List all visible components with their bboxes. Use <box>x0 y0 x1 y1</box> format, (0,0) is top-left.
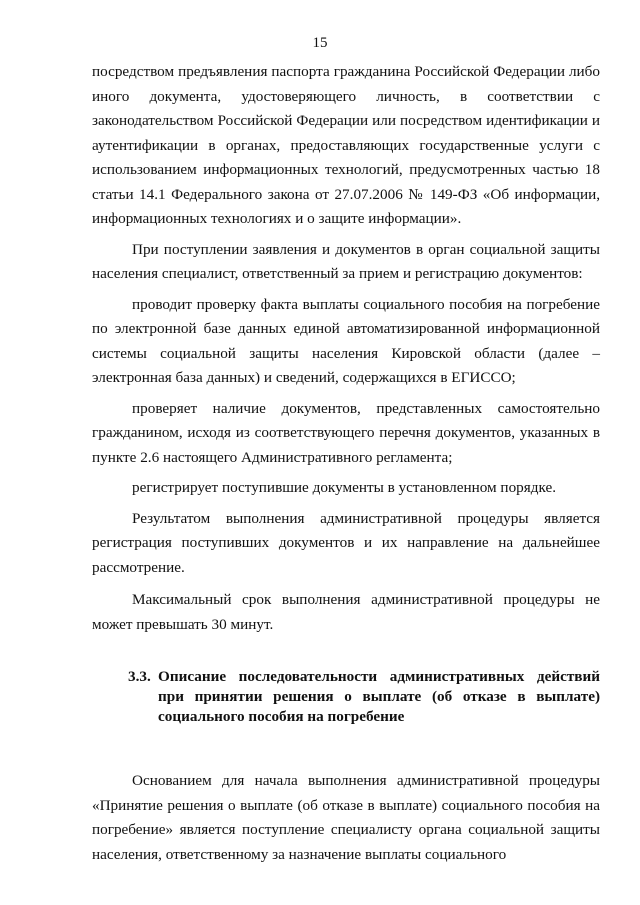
section-number: 3.3. <box>128 668 151 685</box>
paragraph-specialist-intro: При поступлении заявления и документов в орган социальной защиты населения специалист, ответственный за прием и регистрацию документов: <box>92 240 600 282</box>
paragraph-identity-verification: посредством предъявления паспорта гражданина Российской Федерации либо иного документа, удостоверяющего личность, в соответствии с законодательством Российской Федерации или посредством идентификации и аутентификации в органах, предоставляющих государственные услуги с использованием информационных технологий, предусмотренных частью 18 статьи 14.1 Федерального закона от 27.07.2006 № 149-ФЗ «Об информации, информационных технологиях и о защите информации». <box>92 63 600 227</box>
document-body <box>92 60 600 867</box>
page-number: 15 <box>312 35 328 51</box>
paragraph-register-documents: регистрирует поступившие документы в установленном порядке. <box>132 479 557 496</box>
paragraph-procedure-basis: Основанием для начала выполнения административной процедуры «Принятие решения о выплате (об отказе в выплате) социального пособия на погребение» является поступление специалисту органа социальной защиты населения, ответственному за назначение выплаты социального <box>92 772 600 863</box>
section-title: Описание последовательности административных действий при принятии решения о выплате (об отказе в выплате) социального пособия на погребение <box>158 668 600 725</box>
paragraph-max-duration: Максимальный срок выполнения административной процедуры не может превышать 30 минут. <box>92 591 600 633</box>
paragraph-check-payment: проводит проверку факта выплаты социального пособия на погребение по электронной базе данных единой автоматизированной информационной системы социальной защиты населения Кировской области (далее – электронная база данных) и сведений, содержащихся в ЕГИССО; <box>92 295 600 386</box>
section-heading <box>92 667 600 727</box>
paragraph-check-documents: проверяет наличие документов, представленных самостоятельно гражданином, исходя из соответствующего перечня документов, указанных в пункте 2.6 настоящего Административного регламента; <box>92 399 600 466</box>
paragraph-procedure-result: Результатом выполнения административной процедуры является регистрация поступивших документов и их направление на дальнейшее рассмотрение. <box>92 509 600 576</box>
